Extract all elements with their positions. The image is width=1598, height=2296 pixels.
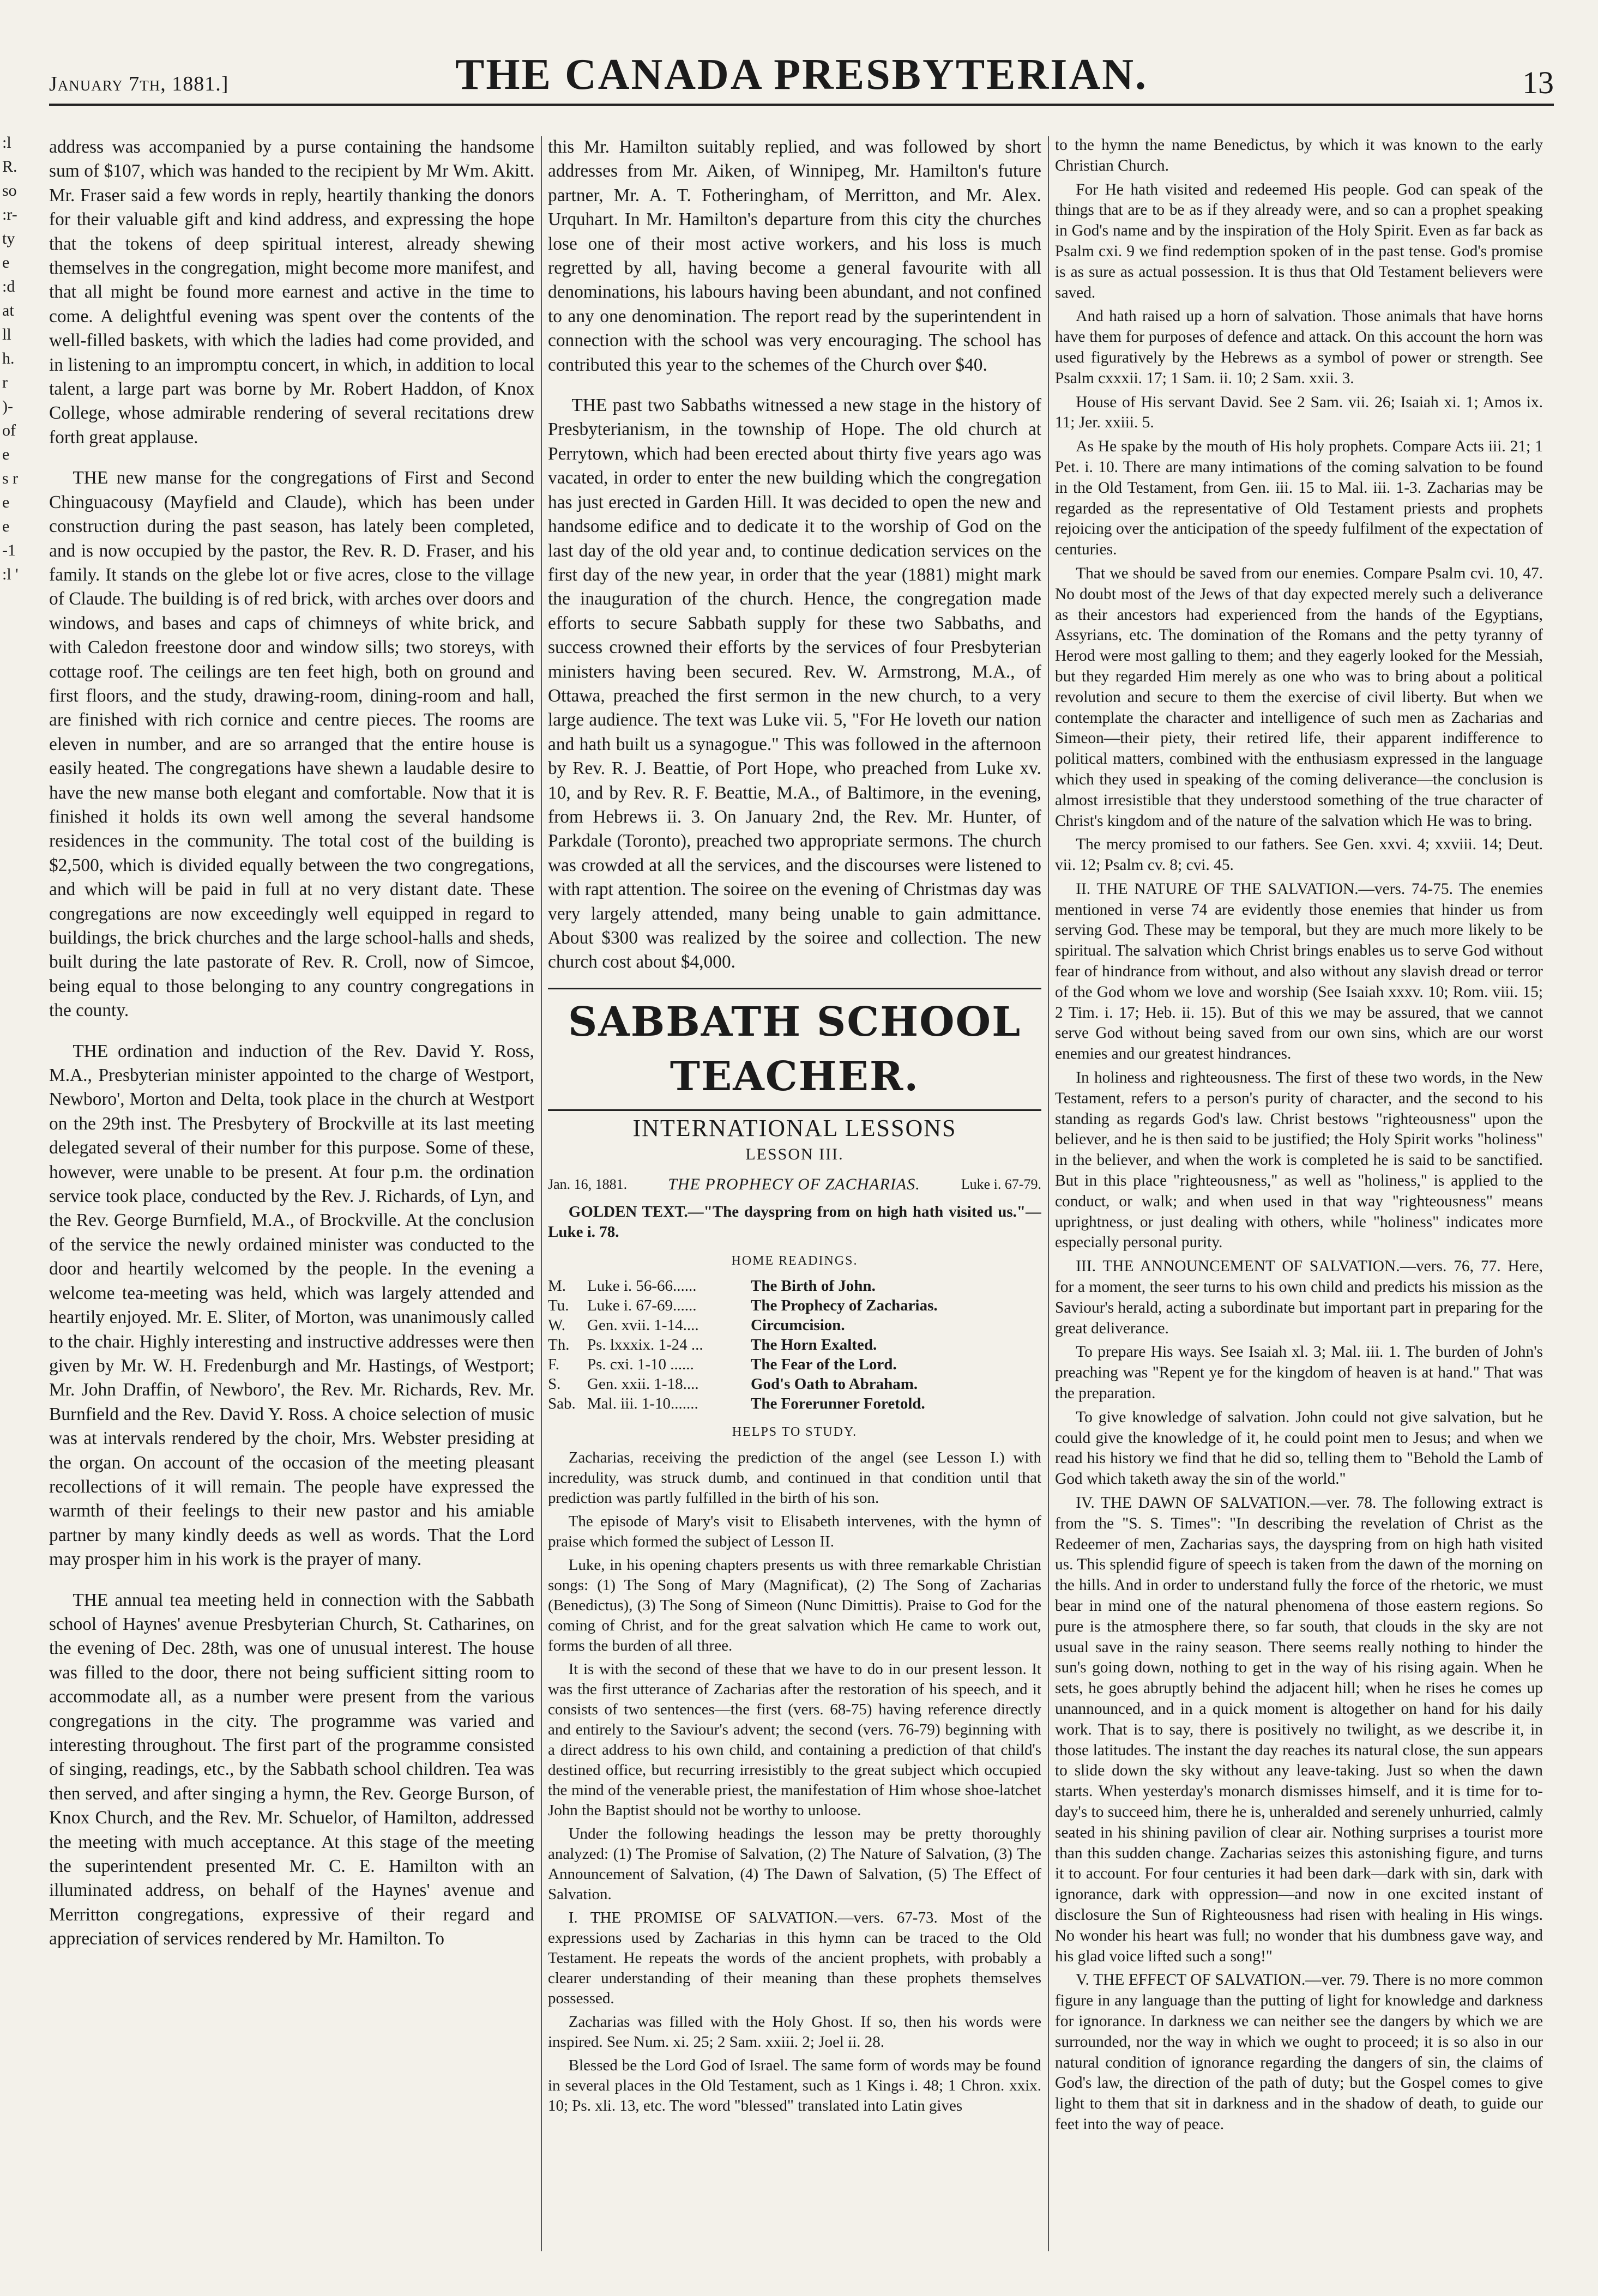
issue-date: January 7th, 1881.] [49, 72, 229, 95]
lesson-paragraph: As He spake by the mouth of His holy prophets. Compare Acts iii. 21; 1 Pet. i. 10. There are many intimations of the coming salvation to be found in the Old Testament, from Gen. iii. 15 to Mal. iii. 1-3. Zacharias may be regarded as the representative of Old Testament priests and prophets rejoicing over the anticipation of the speedy fulfilment of the expectation of centuries. [1055, 438, 1543, 559]
helps-paragraph: The episode of Mary's visit to Elisabeth intervenes, with the hymn of praise which formed the subject of Lesson II. [548, 1512, 1041, 1550]
reading-row: Sab. Mal. iii. 1-10....... The Forerunner Foretold. [548, 1395, 925, 1413]
lesson-reference: Luke i. 67-79. [961, 1176, 1041, 1192]
section-banner: SABBATH SCHOOL TEACHER. [568, 998, 1022, 1100]
lesson-paragraph: In holiness and righteousness. The first of these two words, in the New Testament, refers to a person's purity of character, and the second to his standing as regards God's law. Christ bestows "righteousness" upon the believer, and he is then said to be justified; the Holy Spirit works "holiness" in the believer, and when the work is completed he is said to be sanctified. But in this place "righteousness," as well as "holiness," is applied to the conduct, or walk; and when used in that way "righteousness" means uprightness, or just dealing with others, while "holiness" indicates more especially personal purity. [1055, 1069, 1543, 1252]
home-readings-heading: HOME READINGS. [731, 1254, 858, 1268]
lesson-paragraph: IV. THE DAWN OF SALVATION.—ver. 78. The following extract is from the "S. S. Times": "In describing the revelation of Christ as the Redeemer of men, Zacharias says, the dayspring from on high hath visited us. This splendid figure of speech is taken from the dawn of the morning on the hills. And in order to understand fully the force of the rhetoric, we must bear in mind one of the natural phenomena of those eastern regions. So pure is the atmosphere there, so far south, that clouds in the sky are not usual save in the rainy season. There seems really nothing to hinder the sun's going down, nothing to get in the way of his rising again. When he sets, he goes abruptly behind the adjacent hill; when he rises he comes up unannounced, and in a quick moment is altogether on hand for his daily work. That is to say, there is positively no twilight, as we describe it, in those latitudes. The instant the day reaches its natural close, the sun appears to slide down the sky without any leave-taking. Just so when the dawn starts. When yesterday's monarch dismisses himself, and it is time for to-day's to succeed him, there he is, unheralded and serenely unhurried, calmly seated in his shining pavilion of clear air. Nothing surprises a tourist more than this sudden change. Zacharias seizes this astonishing figure, and turns it to account. For four centuries it had been dark—dark with sin, dark with ignorance, dark with oppression—and now in one excited instant of disclosure the Sun of Righteousness had risen with healing in His wings. No wonder his heart was full; no wonder that his dumbness gave way, and his glad voice lifted such a song!" [1055, 1494, 1543, 1965]
helps-paragraph: Zacharias, receiving the prediction of the angel (see Lesson I.) with incredulity, was struck dumb, and continued in that condition until that prediction was partly fulfilled in the birth of his son. [548, 1448, 1041, 1507]
helps-to-study-heading: HELPS TO STUDY. [732, 1425, 858, 1440]
lesson-paragraph: That we should be saved from our enemies. Compare Psalm cvi. 10, 47. No doubt most of the Jews of that day expected merely such a deliverance as their ancestors had experienced from the hands of the Egyptians, Assyrians, etc. The domination of the Romans and the petty tyranny of Herod were most galling to them; and they eagerly looked for the Messiah, but they regarded Him merely as one who was to bring about a political revolution and secure to them the exercise of civil liberty. But when we contemplate the character and intelligence of such men as Zacharias and Simeon—their piety, their retired life, their apparent indifference to political matters, combined with the enthusiasm expressed in the language which they used in speaking of the coming deliverance—the conclusion is almost irresistible that they understood something of the true character of Christ's kingdom and of the nature of the salvation which He was to bring. [1055, 564, 1543, 830]
column-divider-1 [541, 136, 542, 2251]
helps-paragraph: Blessed be the Lord God of Israel. The same form of words may be found in several places in the Old Testament, such as 1 Kings i. 48; 1 Chron. xxix. 10; Ps. xli. 13, etc. The word "blessed" translated into Latin gives [548, 2056, 1041, 2114]
article-paragraph: THE past two Sabbaths witnessed a new stage in the history of Presbyterianism, in the township of Hope. The old church at Perrytown, which had been erected about thirty five years ago was vacated, in order to enter the new building which the congregation has just erected in Garden Hill. It was decided to open the new and handsome edifice and to dedicate it to the worship of God on the last day of the old year and, to continue dedication services on the first day of the new year, in order that the year (1881) might mark the inauguration of the church. Hence, the congregation made efforts to secure Sabbath supply for these two Sabbaths, and success crowned their efforts by the services of four Presbyterian ministers having been secured. Rev. W. Armstrong, M.A., of Ottawa, preached the first sermon in the new church, to a very large audience. The text was Luke vii. 5, "For He loveth our nation and hath built us a synagogue." This was followed in the afternoon by Rev. R. J. Beattie, of Port Hope, who preached from Luke xv. 10, and by Rev. R. F. Beattie, M.A., of Baltimore, in the evening, from Hebrews ii. 3. On January 2nd, the Rev. Mr. Hunter, of Parkdale (Toronto), preached two appropriate sermons. The church was crowded at all the services, and the discourses were listened to with rapt attention. The soiree on the evening of Christmas day was very largely attended, many being unable to gain admittance. About $300 was realized by the soiree and collection. The new church cost about $4,000. [548, 395, 1041, 972]
lesson-paragraph: To give knowledge of salvation. John could not give salvation, but he could give the knowledge of it, he could point men to Jesus; and when we read his history we find that he did so, telling them to "Behold the Lamb of God which taketh away the sin of the world." [1055, 1408, 1543, 1488]
masthead [49, 50, 1554, 99]
lesson-paragraph: To prepare His ways. See Isaiah xl. 3; Mal. iii. 1. The burden of John's preaching was "Repent ye for the kingdom of heaven is at hand." That was the preparation. [1055, 1343, 1543, 1403]
helps-paragraph: Zacharias was filled with the Holy Ghost. If so, then his words were inspired. See Num. xi. 25; 2 Sam. xxiii. 2; Joel ii. 28. [548, 2013, 1041, 2051]
helps-paragraph: Luke, in his opening chapters presents us with three remarkable Christian songs: (1) The Song of Mary (Magnificat), (2) The Song of Zacharias (Benedictus), (3) The Song of Simeon (Nunc Dimittis). Praise to God for the coming of Christ, and for the great salvation which He came to work out, forms the burden of all three. [548, 1556, 1041, 1654]
helps-paragraph: I. THE PROMISE OF SALVATION.—vers. 67-73. Most of the expressions used by Zacharias in this hymn can be traced to the Old Testament. He repeats the words of the ancient prophets, with probably a clearer understanding of their meaning than these prophets themselves possessed. [548, 1908, 1041, 2007]
lesson-paragraph: The mercy promised to our fathers. See Gen. xxvi. 4; xxviii. 14; Deut. vii. 12; Psalm cv. 8; cvi. 45. [1055, 836, 1543, 874]
reading-row: W. Gen. xvii. 1-14.... Circumcision. [548, 1316, 845, 1334]
column-divider-2 [1048, 136, 1049, 2251]
article-paragraph: address was accompanied by a purse containing the handsome sum of $107, which was handed to the recipient by Mr Wm. Akitt. Mr. Fraser said a few words in reply, heartily thanking the donors for their valuable gift and kind address, and expressing the hope that the tokens of deep spiritual interest, already shewing themselves in the congregation, might become more manifest, and that all might be found more earnest and active in the time to come. A delightful evening was spent over the contents of the well-filled baskets, with which the ladies had come provided, and in listening to an impromptu concert, in which, in addition to local talent, a large part was borne by Mr. Robert Haddon, of Knox College, whose admirable rendering of several recitations drew forth great applause. [49, 137, 534, 448]
helps-paragraph: Under the following headings the lesson may be pretty thoroughly analyzed: (1) The Promise of Salvation, (2) The Nature of Salvation, (3) The Announcement of Salvation, (4) The Dawn of Salvation, (5) The Effect of Salvation. [548, 1824, 1041, 1903]
masthead-rule [49, 104, 1554, 106]
lesson-paragraph: II. THE NATURE OF THE SALVATION.—vers. 74-75. The enemies mentioned in verse 74 are evidently those enemies that hinder us from serving God. These may be temporal, but they are much more likely to be spiritual. The salvation which Christ brings enables us to serve God without fear of hindrance from without, and also without any slavish dread or terror of the God whom we love and worship (See Isaiah xxxv. 10; Rom. viii. 15; 2 Tim. i. 17; Heb. ii. 15). But of this we may be assured, that we cannot serve God without being saved from our own sins, which are our worst enemies and our greatest hindrances. [1055, 880, 1543, 1063]
column-1 [49, 135, 534, 2261]
lesson-paragraph: V. THE EFFECT OF SALVATION.—ver. 79. There is no more common figure in any language than the putting of light for knowledge and darkness for ignorance. In darkness we can neither see the dangers by which we are surrounded, nor the way in which we ought to proceed; it is so also in our natural condition of ignorance regarding the dangers of sin, the claims of God's law, the direction of the path of duty; but the Gospel comes to give light to them that sit in darkness and in the shadow of death, to guide our feet into the way of peace. [1055, 1971, 1543, 2133]
lesson-paragraph: to the hymn the name Benedictus, by which it was known to the early Christian Church. [1055, 136, 1543, 174]
article-paragraph: THE annual tea meeting held in connection with the Sabbath school of Haynes' avenue Presbyterian Church, St. Catharines, on the evening of Dec. 28th, was one of unusual interest. The house was filled to the door, there not being sufficient sitting room to accommodate all, as a number were present from the various congregations in the city. The programme was varied and interesting throughout. The first part of the programme consisted of singing, readings, etc., by the Sabbath school children. Tea was then served, and after singing a hymn, the Rev. George Burson, of Knox Church, and the Rev. Mr. Schuelor, of Hamilton, addressed the meeting with much acceptance. At this stage of the meeting the superintendent presented Mr. C. E. Hamilton with an illuminated address, on behalf of the Haynes' avenue and Merritton congregations, expressive of their regard and appreciation of services rendered by Mr. Hamilton. To [49, 1590, 534, 1949]
helps-paragraph: It is with the second of these that we have to do in our present lesson. It was the first utterance of Zacharias after the restoration of his speech, and it consists of two sentences—the first (vers. 68-75) having reference directly and entirely to the Saviour's advent; the second (vers. 76-79) beginning with a direct address to his own child, and containing a prediction of that child's destined office, but recurring irresistibly to the great subject which occupied the mind of the venerable priest, the manifestation of Him whose shoe-latchet John the Baptist should not be worthy to unloose. [548, 1660, 1041, 1819]
article-paragraph: THE ordination and induction of the Rev. David Y. Ross, M.A., Presbyterian minister appointed to the charge of Westport, Newboro', Morton and Delta, took place in the church at Westport on the 29th inst. The Presbytery of Brockville at its last meeting delegated several of their number for this purpose. Some of these, however, were unable to be present. At four p.m. the ordination service took place, conducted by the Rev. J. Richards, of Lyn, and the Rev. George Burnfield, M.A., of Brockville. At the conclusion of the service the newly ordained minister was conducted to the door and heartily welcomed by the people. In the evening a welcome tea-meeting was held, which was largely attended and heartily enjoyed. Mr. E. Sliter, of Morton, was unanimously called to the chair. Highly interesting and instructive addresses were then given by Mr. W. H. Fredenburgh and Mr. Hastings, of Westport; Mr. John Draffin, of Newboro', the Rev. Mr. Richards, Rev. Mr. Burnfield and the Rev. David Y. Ross. A choice selection of music was at intervals rendered by the choir, Mrs. Webster presiding at the organ. On account of the occasion of the meeting pleasant recollections of it will remain. The people have expressed the warmth of their feelings to their new pastor and his amiable partner by many kindly deeds as well as words. That the Lord may prosper him in his work is the prayer of many. [49, 1041, 534, 1570]
section-rule [548, 1109, 1041, 1111]
column-2 [548, 135, 1041, 2261]
home-readings-list [548, 1276, 1041, 1413]
newspaper-title: THE CANADA PRESBYTERIAN. [455, 51, 1148, 99]
sabbath-school-section [548, 988, 1041, 2116]
lesson-paragraph: House of His servant David. See 2 Sam. vii. 26; Isaiah xi. 1; Amos ix. 11; Jer. xxiii. 5. [1055, 393, 1543, 432]
reading-row: Tu. Luke i. 67-69...... The Prophecy of Zacharias. [548, 1297, 938, 1315]
reading-row: Th. Ps. lxxxix. 1-24 ... The Horn Exalted. [548, 1336, 877, 1354]
international-lessons-heading: INTERNATIONAL LESSONS [632, 1114, 957, 1141]
lesson-paragraph: And hath raised up a horn of salvation. Those animals that have horns have them for purposes of defence and attack. On this account the horn was used figuratively by the Hebrews as a symbol of power or strength. See Psalm cxxxii. 17; 1 Sam. ii. 10; 2 Sam. xxii. 3. [1055, 307, 1543, 387]
golden-text: GOLDEN TEXT.—"The dayspring from on high hath visited us."—Luke i. 78. [548, 1203, 1041, 1241]
lesson-title: THE PROPHECY OF ZACHARIAS. [668, 1175, 920, 1193]
margin-marks: :l R. so :r- ty e :d at ll h. r )- of e s r e e -1 :l ' [2, 134, 19, 583]
section-rule [548, 988, 1041, 989]
article-paragraph: THE new manse for the congregations of First and Second Chinguacousy (Mayfield and Claude), which has been under construction during the past season, has lately been completed, and is now occupied by the pastor, the Rev. R. D. Fraser, and his family. It stands on the glebe lot or five acres, close to the village of Claude. The building is of red brick, with arches over doors and windows, and bases and caps of chimneys of white brick, and with Caledon freestone door and window sills; two storeys, with cottage roof. The ceilings are ten feet high, both on ground and first floors, and the study, drawing-room, dining-room and hall, are finished with rich cornice and centre pieces. The rooms are eleven in number, and are so arranged that the entire house is easily heated. The congregations have shewn a laudable desire to have the new manse both elegant and comfortable. Now that it is finished it holds its own well among the several handsome residences in the community. The total cost of the building is $2,500, which is divided equally between the two congregations, and which will be paid in full at no very distant date. These congregations are now exceedingly well equipped in regard to buildings, the brick churches and the large school-halls and sheds, built during the late pastorate of Rev. R. Croll, now of Simcoe, being equal to those belonging to any country congregations in the county. [49, 468, 534, 1021]
lesson-date: Jan. 16, 1881. [548, 1176, 628, 1192]
lesson-number: LESSON III. [745, 1145, 844, 1164]
lesson-title-row [548, 1173, 1041, 1197]
reading-row: S. Gen. xxii. 1-18.... God's Oath to Abraham. [548, 1375, 918, 1393]
reading-row: M. Luke i. 56-66...... The Birth of John. [548, 1277, 876, 1295]
article-paragraph: this Mr. Hamilton suitably replied, and was followed by short addresses from Mr. Aiken, of Winnipeg, Mr. Hamilton's future partner, Mr. A. T. Fotheringham, of Merritton, and Mr. Alex. Urquhart. In Mr. Hamilton's departure from this city the churches lose one of their most active workers, and his loss is much regretted by all, having become a general favourite with all denominations, his labours having been abundant, and not confined to any one denomination. The report read by the superintendent in connection with the school was very encouraging. The school has contributed this year to the schemes of the Church over $40. [548, 137, 1041, 375]
column-3 [1055, 135, 1543, 2261]
reading-row: F. Ps. cxi. 1-10 ...... The Fear of the Lord. [548, 1356, 897, 1374]
page-number: 13 [1522, 65, 1554, 100]
lesson-paragraph: III. THE ANNOUNCEMENT OF SALVATION.—vers. 76, 77. Here, for a moment, the seer turns to his own child and predicts his mission as the Saviour's herald, acting a subordinate but important part in preparing for the great deliverance. [1055, 1258, 1543, 1337]
lesson-paragraph: For He hath visited and redeemed His people. God can speak of the things that are to be as if they already were, and so can a prophet speaking in God's name and by the inspiration of the Holy Spirit. Even as far back as Psalm cxi. 9 we find redemption spoken of in the past tense. God's promise is as sure as actual possession. It is thus that Old Testament believers were saved. [1055, 180, 1543, 301]
